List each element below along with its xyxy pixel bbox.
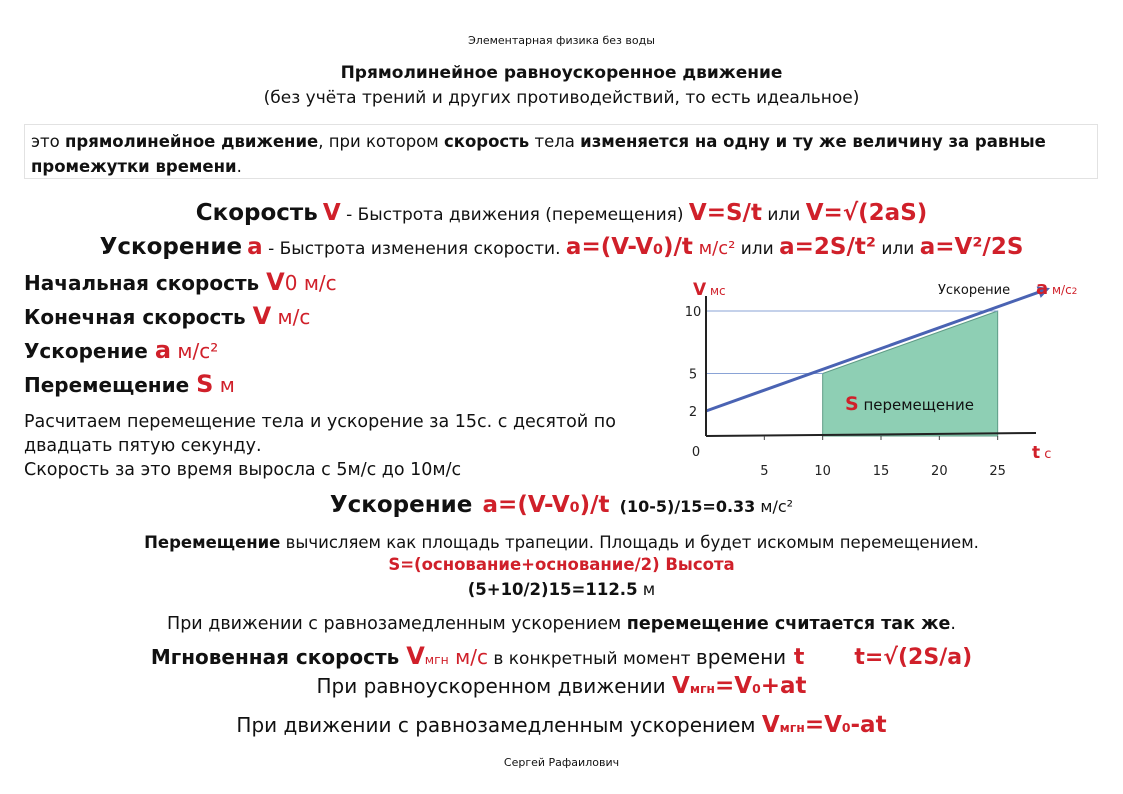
- displacement-area: [823, 311, 998, 436]
- displacement-text: Перемещение вычисляем как площадь трапеции. Площадь и будет искомым перемещением.: [144, 533, 979, 552]
- x-tick-label: 5: [760, 464, 769, 479]
- acceleration-calc-formula: a=(V-V0)/t: [482, 492, 610, 518]
- x-tick-label: 15: [872, 464, 890, 479]
- area-label: S перемещение: [845, 393, 974, 415]
- speed-row: [0, 200, 1123, 226]
- acceleration-calc-unit: м/с²: [755, 497, 794, 516]
- speed-formula-2: V=√(2aS): [805, 200, 928, 226]
- acceleration-chart-symbol: a м/с2: [1036, 278, 1078, 299]
- instant-speed-sub: мгн: [424, 652, 449, 667]
- definition-text: тела: [529, 132, 581, 151]
- instant-speed-text: в конкретный момент: [487, 649, 696, 669]
- page-subtitle: (без учёта трений и других противодействий, то есть идеальное): [263, 88, 860, 108]
- velocity-time-chart: [670, 270, 1078, 485]
- acceleration-formula-1: a=(V-V0)/t: [565, 234, 693, 260]
- instant-speed-t: t: [786, 645, 805, 670]
- instant-speed-symbol: V: [406, 642, 425, 670]
- instant-speed-unit: м/с: [448, 645, 488, 669]
- y-tick-label: 2: [688, 405, 698, 420]
- x-tick-label: 20: [931, 464, 948, 479]
- y-tick-label: 10: [684, 305, 702, 320]
- acceleration-symbol: a: [247, 234, 263, 260]
- definition-bold: изменяется на одну и ту же величину за равные промежутки времени: [31, 132, 1046, 176]
- acceleration-calculation: [0, 492, 1123, 518]
- problem-line: Расчитаем перемещение тела и ускорение за 15с. с десятой по: [24, 412, 616, 432]
- problem-line: Скорость за это время выросла с 5м/с до 10м/с: [24, 460, 462, 480]
- instant-speed-label: Мгновенная скорость: [150, 645, 407, 669]
- page-title: Прямолинейное равноускоренное движение: [340, 63, 783, 83]
- x-axis-label: t с: [1032, 443, 1052, 463]
- speed-or: или: [761, 205, 806, 225]
- acceleration-calc-label: Ускорение: [329, 492, 473, 518]
- param-acceleration: Ускорение a м/с²: [24, 336, 219, 364]
- y-axis-label: V мс: [693, 280, 726, 300]
- author: Сергей Рафаилович: [503, 756, 620, 769]
- instant-speed-time: времени: [695, 645, 787, 669]
- acceleration-desc: - Быстрота изменения скорости.: [262, 239, 566, 259]
- speed-symbol: V: [322, 200, 341, 226]
- displacement-calculation: (5+10/2)15=112.5 м: [467, 580, 656, 599]
- instant-speed-formula: t=√(2S/a): [854, 645, 973, 670]
- param-initial-speed: Начальная скорость V0 м/с: [24, 268, 337, 296]
- acceleration-formula-2: a=2S/t²: [779, 234, 876, 260]
- param-final-speed: Конечная скорость V м/с: [24, 302, 311, 330]
- acceleration-row: [0, 234, 1123, 260]
- speed-formula-1: V=S/t: [688, 200, 762, 226]
- document-header: Элементарная физика без воды: [468, 34, 655, 47]
- speed-desc: - Быстрота движения (перемещения): [340, 205, 689, 225]
- x-tick-label: 0: [691, 445, 701, 460]
- acceleration-unit: м/с²: [692, 238, 736, 259]
- definition-box: [24, 124, 1098, 179]
- uniform-deceleration-row: При движении с равнозамедленным ускорением Vмгн=V0-at: [236, 712, 887, 738]
- param-displacement: Перемещение S м: [24, 370, 235, 398]
- x-tick-label: 25: [989, 464, 1006, 479]
- speed-label: Скорость: [195, 200, 318, 226]
- problem-line: двадцать пятую секунду.: [24, 436, 262, 456]
- definition-text: это: [31, 132, 66, 151]
- deceleration-note: При движении с равнозамедленным ускорением перемещение считается так же.: [167, 614, 956, 634]
- acceleration-calc-value: (10-5)/15=0.33: [619, 497, 756, 516]
- uniform-acceleration-row: При равноускоренном движении Vмгн=V0+at: [316, 673, 807, 699]
- acceleration-chart-label: Ускорение: [938, 283, 1011, 298]
- acceleration-or: или: [875, 239, 920, 259]
- trapezoid-formula: S=(основание+основание/2) Высота: [388, 555, 735, 574]
- problem-text: [24, 410, 616, 482]
- x-tick-label: 10: [814, 464, 831, 479]
- acceleration-label: Ускорение: [99, 234, 243, 260]
- acceleration-formula-3: a=V²/2S: [919, 234, 1024, 260]
- acceleration-or: или: [735, 239, 780, 259]
- definition-text: .: [236, 157, 242, 176]
- instant-speed-row: [0, 642, 1123, 670]
- definition-bold: прямолинейное движение: [65, 132, 319, 151]
- definition-text: , при котором: [318, 132, 444, 151]
- definition-bold: скорость: [443, 132, 530, 151]
- y-tick-label: 5: [688, 367, 698, 383]
